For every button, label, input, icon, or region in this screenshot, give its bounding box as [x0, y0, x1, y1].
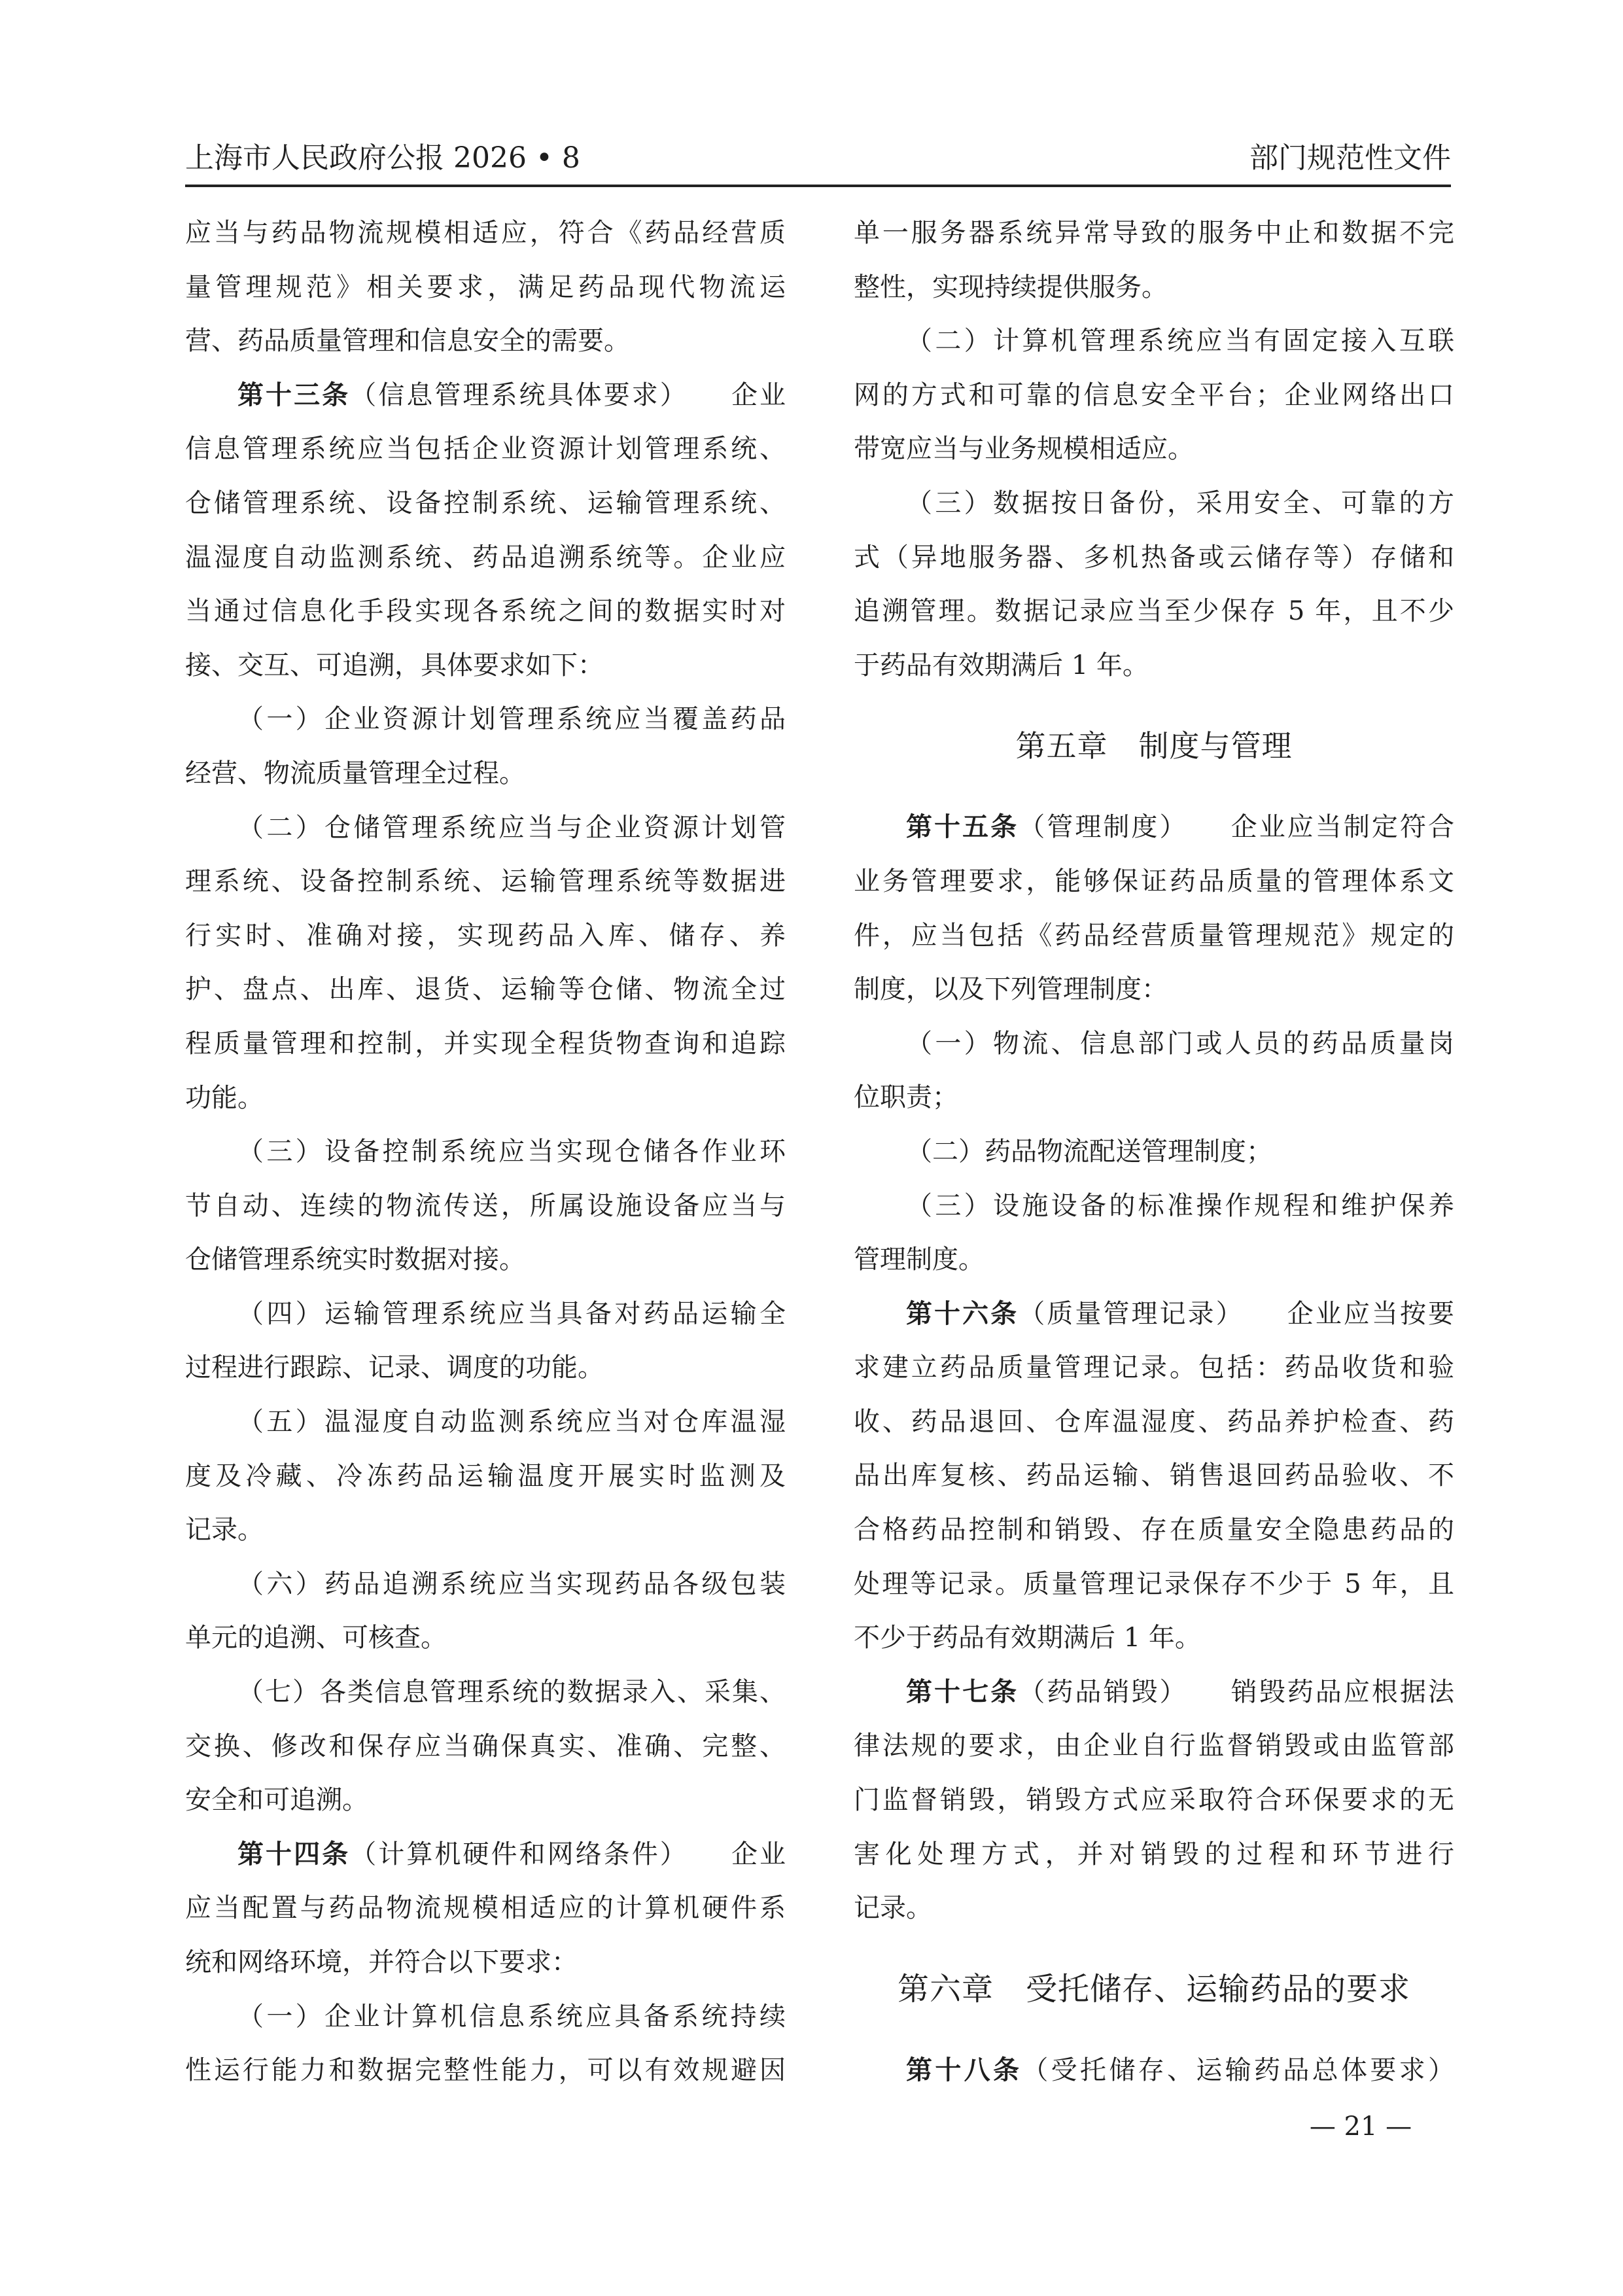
- line-text: 制度，以及下列管理制度：: [854, 974, 1168, 1005]
- line-text: （三）设备控制系统应当实现仓储各作业环: [237, 1137, 786, 1167]
- line-text: （二）仓储管理系统应当与企业资源计划管: [237, 812, 786, 843]
- line-text: 害化处理方式，并对销毁的过程和环节进行: [854, 1839, 1454, 1869]
- line-text: 单元的追溯、可核查。: [185, 1623, 447, 1653]
- text-line: [854, 2043, 1454, 2098]
- line-text: 理系统、设备控制系统、运输管理系统等数据进: [185, 866, 786, 897]
- text-line: [854, 1179, 1454, 1233]
- article-number: 第十八条: [906, 2054, 1022, 2085]
- page-number: — 21 —: [1309, 2111, 1412, 2142]
- text-line: [854, 800, 1454, 855]
- text-line: [854, 1665, 1454, 1720]
- line-text: （三）数据按日备份，采用安全、可靠的方: [906, 487, 1454, 518]
- text-line: [854, 368, 1454, 423]
- text-line: [854, 1233, 1454, 1287]
- line-text: （管理制度） 企业应当制定符合: [1019, 812, 1455, 843]
- text-line: [854, 639, 1454, 693]
- line-text: 仓储管理系统实时数据对接。: [185, 1245, 525, 1275]
- text-line: [185, 2043, 786, 2098]
- paragraph: [854, 206, 1454, 314]
- paragraph: [185, 1287, 786, 1395]
- paragraph: [185, 1125, 786, 1287]
- text-line: [185, 1935, 786, 1990]
- header-rule: [185, 185, 1451, 187]
- paragraph: [185, 206, 786, 368]
- text-line: [185, 1611, 786, 1665]
- line-text: 整性，实现持续提供服务。: [854, 272, 1168, 302]
- text-line: [185, 747, 786, 801]
- line-text: （六）药品追溯系统应当实现药品各级包装: [237, 1568, 786, 1599]
- line-text: 式（异地服务器、多机热备或云储存等）存储和: [854, 542, 1454, 573]
- article-paragraph: [854, 2043, 1454, 2098]
- text-line: [185, 206, 786, 260]
- left-column: [185, 206, 786, 2098]
- text-line: [854, 584, 1454, 639]
- paragraph: [854, 314, 1454, 476]
- line-text: （信息管理系统具体要求） 企业: [350, 380, 786, 410]
- line-text: （一）物流、信息部门或人员的药品质量岗: [906, 1028, 1454, 1059]
- text-line: [854, 963, 1454, 1017]
- text-line: [185, 314, 786, 368]
- line-text: 行实时、准确对接，实现药品入库、储存、养: [185, 920, 786, 951]
- text-line: [185, 1990, 786, 2044]
- text-line: [185, 422, 786, 476]
- text-line: [854, 1341, 1454, 1395]
- line-text: 性运行能力和数据完整性能力，可以有效规避因: [185, 2055, 786, 2086]
- text-line: [185, 1341, 786, 1395]
- text-line: [185, 639, 786, 693]
- line-text: 量管理规范》相关要求，满足药品现代物流运: [185, 272, 786, 302]
- text-line: [185, 476, 786, 531]
- text-line: [854, 1070, 1454, 1125]
- line-text: 记录。: [854, 1893, 932, 1924]
- text-line: [854, 422, 1454, 476]
- paragraph: [185, 1665, 786, 1828]
- line-text: 网的方式和可靠的信息安全平台；企业网络出口: [854, 380, 1454, 410]
- line-text: （五）温湿度自动监测系统应当对仓库温湿: [237, 1407, 786, 1438]
- line-text: 单一服务器系统异常导致的服务中止和数据不完: [854, 218, 1454, 248]
- article-paragraph: [185, 1828, 786, 1990]
- line-text: 护、盘点、出库、退货、运输等仓储、物流全过: [185, 974, 786, 1005]
- text-line: [854, 476, 1454, 531]
- text-line: [854, 1287, 1454, 1341]
- line-text: 程质量管理和控制，并实现全程货物查询和追踪: [185, 1028, 786, 1059]
- line-text: 门监督销毁，销毁方式应采取符合环保要求的无: [854, 1785, 1454, 1816]
- line-text: （质量管理记录） 企业应当按要: [1019, 1298, 1455, 1329]
- line-text: 度及冷藏、冷冻药品运输温度开展实时监测及: [185, 1460, 786, 1491]
- text-line: [185, 1287, 786, 1341]
- line-text: 收、药品退回、仓库温湿度、药品养护检查、药: [854, 1406, 1454, 1437]
- text-line: [185, 1179, 786, 1233]
- line-text: 应当配置与药品物流规模相适应的计算机硬件系: [185, 1893, 786, 1924]
- line-text: （药品销毁） 销毁药品应根据法: [1019, 1676, 1455, 1707]
- text-line: [185, 1017, 786, 1071]
- line-text: 信息管理系统应当包括企业资源计划管理系统、: [185, 434, 786, 465]
- line-text: 于药品有效期满后 1 年。: [854, 650, 1149, 680]
- text-line: [185, 584, 786, 639]
- line-text: 安全和可追溯。: [185, 1785, 368, 1816]
- text-line: [185, 855, 786, 909]
- text-line: [854, 1503, 1454, 1557]
- article-number: 第十三条: [237, 379, 351, 410]
- line-text: 温湿度自动监测系统、药品追溯系统等。企业应: [185, 542, 786, 573]
- line-text: 统和网络环境，并符合以下要求：: [185, 1947, 578, 1977]
- line-text: （四）运输管理系统应当具备对药品运输全: [237, 1298, 786, 1329]
- text-line: [185, 1233, 786, 1287]
- text-line: [185, 1503, 786, 1557]
- text-line: [854, 1773, 1454, 1828]
- line-text: （一）企业资源计划管理系统应当覆盖药品: [237, 704, 786, 735]
- article-paragraph: [854, 800, 1454, 1016]
- line-text: 律法规的要求，由企业自行监督销毁或由监管部: [854, 1731, 1454, 1761]
- paragraph: [185, 1990, 786, 2098]
- text-line: [185, 368, 786, 423]
- text-line: [854, 1449, 1454, 1503]
- line-text: 处理等记录。质量管理记录保存不少于 5 年，且: [854, 1568, 1454, 1599]
- line-text: 过程进行跟踪、记录、调度的功能。: [185, 1352, 604, 1383]
- line-text: 业务管理要求，能够保证药品质量的管理体系文: [854, 866, 1454, 896]
- text-line: [854, 1017, 1454, 1071]
- line-text: （计算机硬件和网络条件） 企业: [350, 1839, 786, 1869]
- section-label: 部门规范性文件: [1249, 141, 1451, 175]
- line-text: 品出库复核、药品运输、销售退回药品验收、不: [854, 1460, 1454, 1491]
- paragraph: [185, 692, 786, 800]
- line-text: 位职责；: [854, 1082, 958, 1113]
- line-text: 营、药品质量管理和信息安全的需要。: [185, 326, 630, 357]
- line-text: 交换、修改和保存应当确保真实、准确、完整、: [185, 1731, 786, 1761]
- article-paragraph: [185, 368, 786, 693]
- text-line: [185, 1395, 786, 1449]
- paragraph: [854, 1017, 1454, 1125]
- paragraph: [854, 1179, 1454, 1287]
- journal-title: 上海市人民政府公报 2026 • 8: [185, 141, 580, 175]
- text-line: [185, 909, 786, 963]
- line-text: 应当与药品物流规模相适应，符合《药品经营质: [185, 218, 786, 248]
- chapter-heading: 第五章 制度与管理: [1015, 728, 1293, 764]
- chapter-heading: 第六章 受托储存、运输药品的要求: [897, 1970, 1410, 2007]
- article-paragraph: [854, 1665, 1454, 1935]
- text-line: [854, 314, 1454, 368]
- paragraph: [185, 801, 786, 1125]
- text-line: [185, 801, 786, 855]
- paragraph: [185, 1395, 786, 1557]
- article-number: 第十四条: [237, 1838, 351, 1869]
- paragraph: [854, 1125, 1454, 1179]
- text-line: [185, 1720, 786, 1774]
- line-text: 管理制度。: [854, 1245, 985, 1275]
- line-text: （二）计算机管理系统应当有固定接入互联: [906, 326, 1454, 357]
- line-text: 接、交互、可追溯，具体要求如下：: [185, 650, 604, 680]
- text-line: [185, 260, 786, 315]
- text-line: [185, 1665, 786, 1720]
- line-text: 记录。: [185, 1515, 264, 1545]
- line-text: （三）设施设备的标准操作规程和维护保养: [906, 1190, 1454, 1221]
- line-text: （七）各类信息管理系统的数据录入、采集、: [237, 1677, 786, 1708]
- text-line: [185, 1881, 786, 1935]
- line-text: 追溯管理。数据记录应当至少保存 5 年，且不少: [854, 596, 1454, 627]
- line-text: 件，应当包括《药品经营质量管理规范》规定的: [854, 920, 1454, 951]
- article-number: 第十七条: [906, 1676, 1019, 1707]
- text-line: [185, 1773, 786, 1828]
- line-text: 节自动、连续的物流传送，所属设施设备应当与: [185, 1190, 786, 1221]
- text-line: [185, 531, 786, 585]
- right-column: [854, 206, 1454, 2097]
- text-line: [185, 692, 786, 747]
- text-line: [185, 963, 786, 1017]
- text-line: [854, 1828, 1454, 1882]
- line-text: 合格药品控制和销毁、存在质量安全隐患药品的: [854, 1515, 1454, 1545]
- text-line: [185, 1125, 786, 1179]
- text-line: [854, 206, 1454, 260]
- text-line: [854, 1719, 1454, 1773]
- paragraph: [185, 1557, 786, 1665]
- text-line: [185, 1828, 786, 1882]
- line-text: 带宽应当与业务规模相适应。: [854, 434, 1194, 465]
- text-line: [854, 1557, 1454, 1612]
- text-line: [854, 909, 1454, 963]
- text-line: [854, 1611, 1454, 1665]
- text-line: [854, 1395, 1454, 1449]
- article-paragraph: [854, 1287, 1454, 1665]
- article-number: 第十六条: [906, 1298, 1019, 1329]
- text-line: [854, 855, 1454, 909]
- line-text: （一）企业计算机信息系统应具备系统持续: [237, 2001, 786, 2032]
- line-text: （二）药品物流配送管理制度；: [906, 1136, 1272, 1167]
- paragraph: [854, 476, 1454, 692]
- article-number: 第十五条: [906, 811, 1019, 843]
- text-line: [854, 1125, 1454, 1179]
- text-line: [185, 1449, 786, 1504]
- text-line: [854, 1881, 1454, 1935]
- text-line: [185, 1557, 786, 1612]
- line-text: 不少于药品有效期满后 1 年。: [854, 1623, 1201, 1653]
- line-text: 经营、物流质量管理全过程。: [185, 758, 525, 788]
- line-text: （受托储存、运输药品总体要求）: [1022, 2055, 1455, 2085]
- line-text: 求建立药品质量管理记录。包括：药品收货和验: [854, 1352, 1454, 1383]
- line-text: 仓储管理系统、设备控制系统、运输管理系统、: [185, 487, 786, 518]
- text-line: [854, 260, 1454, 315]
- line-text: 功能。: [185, 1082, 264, 1113]
- text-line: [854, 531, 1454, 585]
- line-text: 当通过信息化手段实现各系统之间的数据实时对: [185, 596, 786, 627]
- text-line: [185, 1071, 786, 1125]
